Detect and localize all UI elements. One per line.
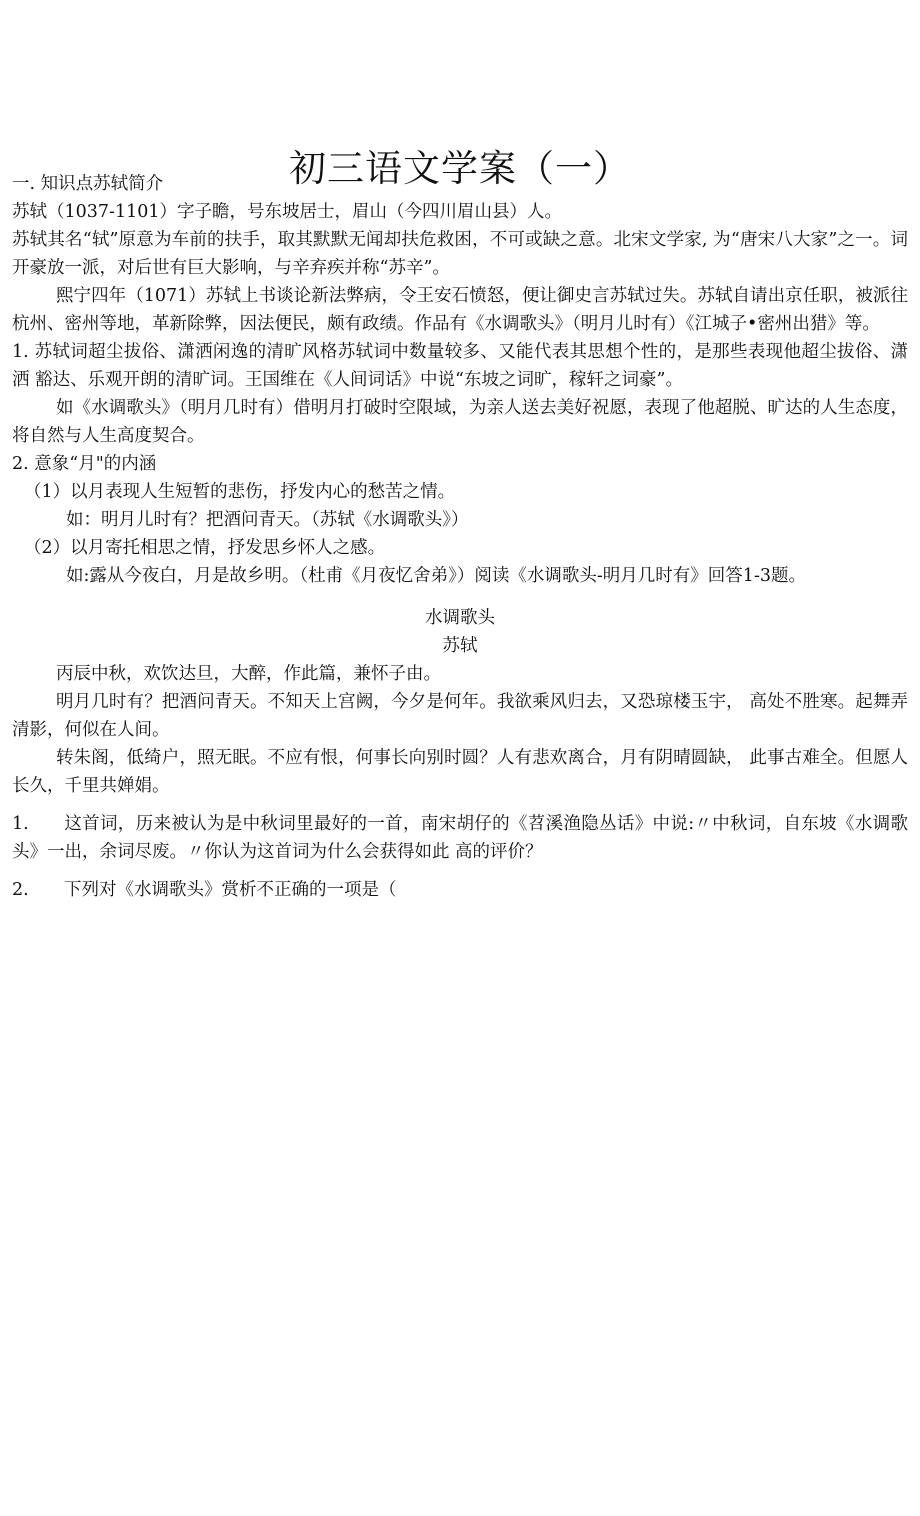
- intro-paragraph: 苏轼（1037-1101）字子瞻，号东坡居士，眉山（今四川眉山县）人。: [12, 202, 562, 222]
- example-paragraph: 如《水调歌头》（明月几时有）借明月打破时空限域，为亲人送去美好祝愿，表现了他超脱、旷达的人生态度，将自然与人生高度契合。: [12, 398, 908, 446]
- question-1-number: 1.: [12, 814, 29, 834]
- name-paragraph: 苏轼其名“轼”原意为车前的扶手，取其默默无闻却扶危救困，不可或缺之意。北宋文学家, 为“唐宋八大家”之一。词开豪放一派，对后世有巨大影响，与辛弃疾并称“苏辛”。: [12, 230, 908, 278]
- style-paragraph: 1. 苏轼词超尘拔俗、潇洒闲逸的清旷风格苏轼词中数量较多、又能代表其思想个性的，是那些表现他超尘拔俗、潇洒 豁达、乐观开朗的清旷词。王国维在《人间词话》中说“东坡之词旷，稼轩之词豪”。: [12, 342, 908, 390]
- poem-preface: 丙辰中秋，欢饮达旦，大醉，作此篇，兼怀子由。: [56, 664, 441, 684]
- section-heading: 一. 知识点苏轼简介: [12, 174, 164, 194]
- moon-example-2: 如:露从今夜白，月是故乡明。（杜甫《月夜忆舍弟》）阅读《水调歌头-明月几时有》回答1-3题。: [66, 566, 806, 586]
- poem-title: 水调歌头: [425, 608, 495, 628]
- poem-author: 苏轼: [442, 636, 478, 656]
- question-1-text: 这首词，历来被认为是中秋词里最好的一首，南宋胡仔的《苕溪渔隐丛话》中说:〃中秋词，自东坡《水调歌头》一出，余词尽废。〃你认为这首词为什么会获得如此 高的评价？: [12, 814, 908, 862]
- question-2-text: 下列对《水调歌头》赏析不正确的一项是（: [64, 880, 397, 900]
- moon-heading: 2. 意象“月"的内涵: [12, 454, 157, 474]
- question-1: [12, 810, 908, 866]
- poem-stanza-2: 转朱阁，低绮户，照无眠。不应有恨，何事长向别时圆？人有悲欢离合，月有阴晴圆缺， 此事古难全。但愿人长久，千里共婵娟。: [12, 748, 908, 796]
- moon-point-2: （2）以月寄托相思之情，抒发思乡怀人之感。: [24, 538, 386, 558]
- question-2: [12, 876, 908, 904]
- document-body: [12, 170, 908, 904]
- moon-example-1: 如：明月儿时有？把酒问青天。（苏轼《水调歌头》）: [66, 510, 469, 530]
- biography-paragraph: 熙宁四年（1071）苏轼上书谈论新法弊病，令王安石愤怒，便让御史言苏轼过失。苏轼自请出京任职，被派往杭州、密州等地，革新除弊，因法便民，颇有政绩。作品有《水调歌头》（明月儿时有）《江城子•密州出猎》等。: [12, 286, 908, 334]
- page-title: 初三语文学案（一）: [289, 146, 631, 190]
- moon-point-1: （1）以月表现人生短暂的悲伤，抒发内心的愁苦之情。: [24, 482, 456, 502]
- poem-stanza-1: 明月几时有？把酒问青天。不知天上宫阙，今夕是何年。我欲乘风归去，又恐琼楼玉宇， 高处不胜寒。起舞弄清影，何似在人间。: [12, 692, 908, 740]
- question-2-number: 2.: [12, 880, 29, 900]
